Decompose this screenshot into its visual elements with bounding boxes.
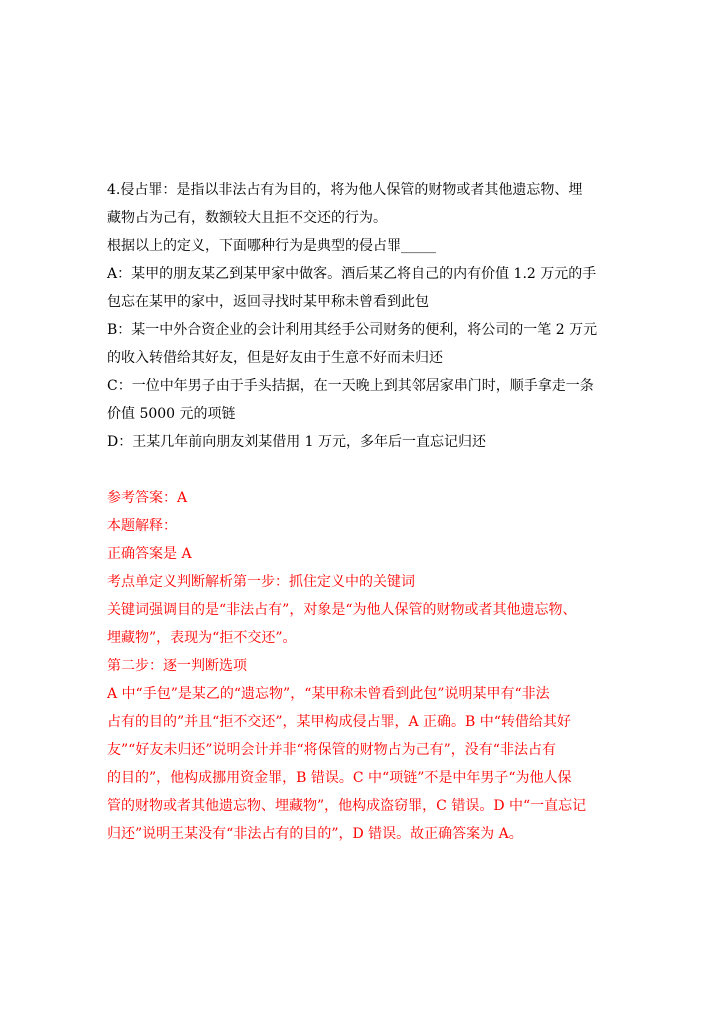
analysis-step-one: 考点单定义判断解析第一步：抓住定义中的关键词	[107, 574, 415, 590]
correct-answer: 正确答案是 A	[107, 546, 192, 562]
analysis-line: 归还”说明王某没有“非法占有的目的”，D 错误。故正确答案为 A。	[107, 826, 523, 842]
option-a-line: A：某甲的朋友某乙到某甲家中做客。酒后某乙将自己的内有价值 1.2 万元的手	[107, 266, 597, 282]
reference-answer: 参考答案：A	[107, 490, 188, 506]
question-line: 4.侵占罪：是指以非法占有为目的，将为他人保管的财物或者其他遗忘物、埋	[107, 182, 583, 198]
analysis-line: 占有的目的”并且“拒不交还”，某甲构成侵占罪，A 正确。B 中“转借给其好	[107, 714, 571, 730]
analysis-line: 埋藏物”，表现为“拒不交还”。	[107, 630, 297, 646]
explanation-heading: 本题解释：	[107, 518, 177, 534]
analysis-line: 管的财物或者其他遗忘物、埋藏物”，他构成盗窃罪，C 错误。D 中“一直忘记	[107, 798, 587, 814]
document-page	[107, 176, 617, 848]
analysis-line: 关键词强调目的是“非法占有”，对象是“为他人保管的财物或者其他遗忘物、	[107, 602, 577, 618]
option-b-line: B：某一中外合资企业的会计利用其经手公司财务的便利，将公司的一笔 2 万元	[107, 322, 598, 338]
question-prompt: 根据以上的定义，下面哪种行为是典型的侵占罪_____	[107, 238, 436, 254]
analysis-step-two: 第二步：逐一判断选项	[107, 658, 247, 674]
option-a-line: 包忘在某甲的家中，返回寻找时某甲称未曾看到此包	[107, 294, 429, 310]
analysis-line: 的目的”，他构成挪用资金罪，B 错误。C 中“项链”不是中年男子“为他人保	[107, 770, 572, 786]
answer-block	[107, 484, 617, 848]
option-d-line: D：王某几年前向朋友刘某借用 1 万元，多年后一直忘记归还	[107, 434, 487, 450]
question-block	[107, 176, 617, 456]
option-c-line: 价值 5000 元的项链	[107, 406, 236, 422]
option-c-line: C：一位中年男子由于手头拮据，在一天晚上到其邻居家串门时，顺手拿走一条	[107, 378, 594, 394]
analysis-line: 友”“好友未归还”说明会计并非“将保管的财物占为己有”，没有“非法占有	[107, 742, 556, 758]
analysis-line: A 中“手包”是某乙的“遗忘物”，“某甲称未曾看到此包”说明某甲有“非法	[107, 686, 550, 702]
question-line: 藏物占为己有，数额较大且拒不交还的行为。	[107, 210, 387, 226]
option-b-line: 的收入转借给其好友，但是好友由于生意不好而未归还	[107, 350, 443, 366]
